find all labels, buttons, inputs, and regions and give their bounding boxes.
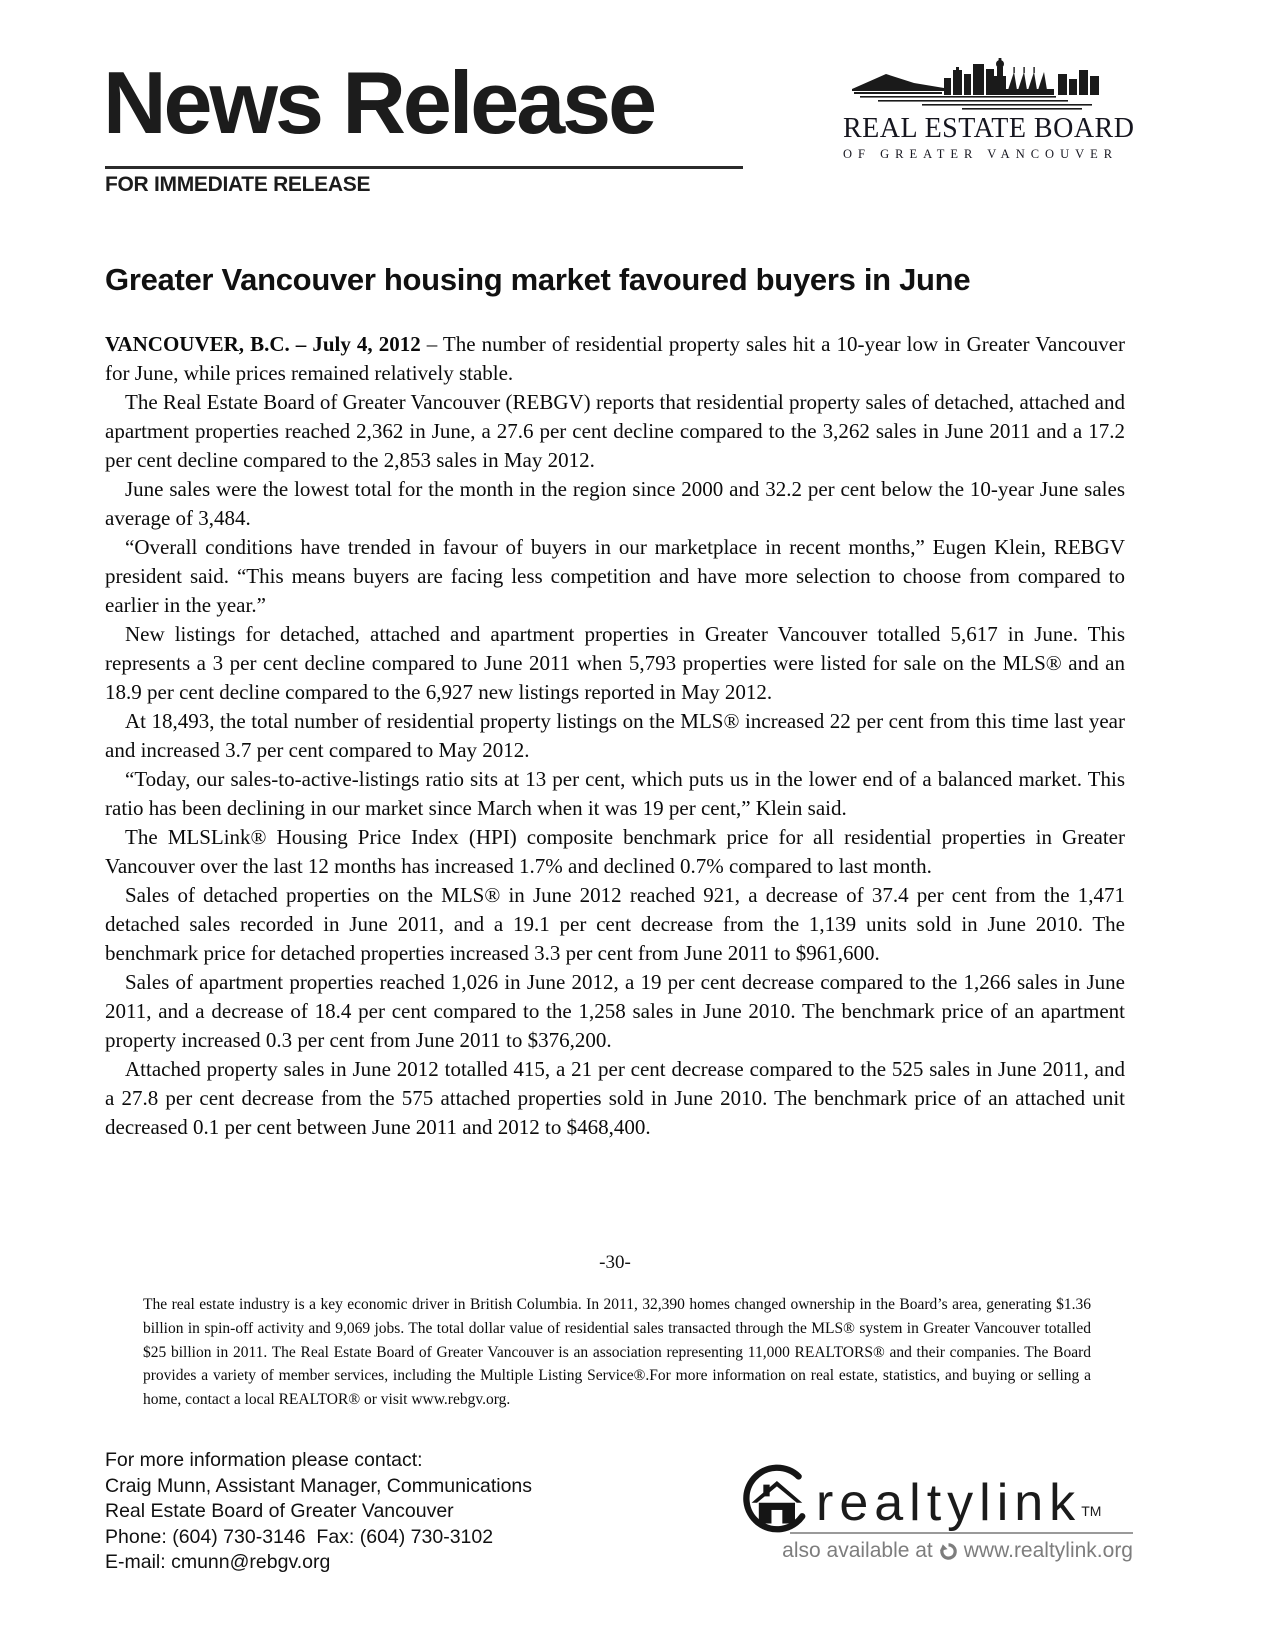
body-paragraph: New listings for detached, attached and apartment properties in Greater Vancouver totalled 5,617 in June. This represents a 3 per cent decline compared to June 2011 when 5,793 properties were listed for sale on the MLS® and an 18.9 per cent decline compared to the 6,927 new listings reported in May 2012. [105, 622, 1125, 704]
contact-email: E-mail: cmunn@rebgv.org [105, 1551, 331, 1574]
release-status: FOR IMMEDIATE RELEASE [105, 173, 371, 196]
realtylink-wordmark-text: realtylink [816, 1474, 1082, 1532]
contact-person: Craig Munn, Assistant Manager, Communications [105, 1474, 533, 1497]
lead-paragraph [105, 330, 1125, 388]
body-paragraph: At 18,493, the total number of residential property listings on the MLS® increased 22 per cent from this time last year and increased 3.7 per cent compared to May 2012. [105, 709, 1125, 762]
contact-heading: For more information please contact: [105, 1449, 423, 1471]
realtylink-logo-row [738, 1462, 1133, 1538]
contact-organization: Real Estate Board of Greater Vancouver [105, 1500, 454, 1523]
article-headline: Greater Vancouver housing market favoured buyers in June [105, 262, 971, 297]
brand-url: www.realtylink.org [963, 1539, 1133, 1562]
end-mark: -30- [599, 1252, 631, 1273]
realtylink-wordmark [816, 1468, 1101, 1538]
body-paragraph: “Today, our sales-to-active-listings ratio sits at 13 per cent, which puts us in the lower end of a balanced market. This ratio has been declining in our market since March when it was 19 per cent,” Klein said. [105, 767, 1125, 820]
lead-text: – The number of residential property sales hit a 10-year low in Greater Vancouver for June, while prices remained relatively stable. [105, 332, 1126, 385]
body-paragraph: The Real Estate Board of Greater Vancouver (REBGV) reports that residential property sales of detached, attached and apartment properties reached 2,362 in June, a 27.6 per cent decline compared to the 3,262 sales in June 2011 and a 17.2 per cent decline compared to the 2,853 sales in May 2012. [105, 390, 1125, 472]
body-paragraph: Attached property sales in June 2012 totalled 415, a 21 per cent decrease compared to the 525 sales in June 2011, and a 27.8 per cent decrease from the 575 attached properties sold in June 2010. The benchmark price of an attached unit decreased 0.1 per cent between June 2011 and 2012 to $468,400. [105, 1057, 1125, 1139]
masthead-divider [105, 166, 743, 169]
boilerplate-text: The real estate industry is a key economic driver in British Columbia. In 2011, 32,390 homes changed ownership in the Board’s area, generating $1.36 billion in spin-off activity and 9,069 jobs. The total dollar value of residential sales transacted through the MLS® system in Greater Vancouver totalled $25 billion in 2011. The Real Estate Board of Greater Vancouver is an association representing 11,000 REALTORS® and their companies. The Board provides a variety of member services, including the Multiple Listing Service®.For more information on real estate, statistics, and buying or selling a home, contact a local REALTOR® or visit www.rebgv.org. [143, 1296, 1091, 1409]
board-logo-tagline: OF GREATER VANCOUVER [843, 147, 1119, 161]
body-paragraph: June sales were the lowest total for the month in the region since 2000 and 32.2 per cent below the 10-year June sales average of 3,484. [105, 477, 1125, 530]
contact-block [105, 1448, 532, 1576]
dateline: VANCOUVER, B.C. – July 4, 2012 [105, 332, 421, 356]
trademark-symbol: TM [1081, 1503, 1102, 1519]
vancouver-skyline-icon [852, 58, 1104, 112]
body-paragraph: Sales of detached properties on the MLS® in June 2012 reached 921, a decrease of 37.4 per cent from the 1,471 detached sales recorded in June 2011, and a 19.1 per cent decrease from the 1,139 units sold in June 2010. The benchmark price for detached properties increased 3.3 per cent from June 2011 to $961,600. [105, 883, 1125, 965]
brand-tagline-text: also available at [782, 1539, 933, 1562]
board-logo-name: REAL ESTATE BOARD [843, 113, 1135, 144]
circular-arrow-icon [939, 1542, 958, 1561]
contact-phone-fax: Phone: (604) 730-3146 Fax: (604) 730-3102 [105, 1525, 494, 1548]
body-paragraph: Sales of apartment properties reached 1,026 in June 2012, a 19 per cent decrease compared to the 1,266 sales in June 2011, and a decrease of 18.4 per cent compared to the 1,258 sales in June 2010. The benchmark price of an apartment property increased 0.3 per cent from June 2011 to $376,200. [105, 970, 1125, 1052]
rebgv-logo [843, 58, 1135, 162]
article-body [105, 330, 1125, 1142]
realtylink-brand [738, 1462, 1133, 1563]
brand-tagline [738, 1539, 1133, 1563]
body-paragraph: The MLSLink® Housing Price Index (HPI) composite benchmark price for all residential properties in Greater Vancouver over the last 12 months has increased 1.7% and declined 0.7% compared to last month. [105, 825, 1125, 878]
body-paragraph: “Overall conditions have trended in favour of buyers in our marketplace in recent months,” Eugen Klein, REBGV president said. “This means buyers are facing less competition and have more selection to choose from compared to earlier in the year.” [105, 535, 1125, 617]
house-in-circle-icon [738, 1462, 814, 1538]
page-title: News Release [103, 53, 655, 152]
